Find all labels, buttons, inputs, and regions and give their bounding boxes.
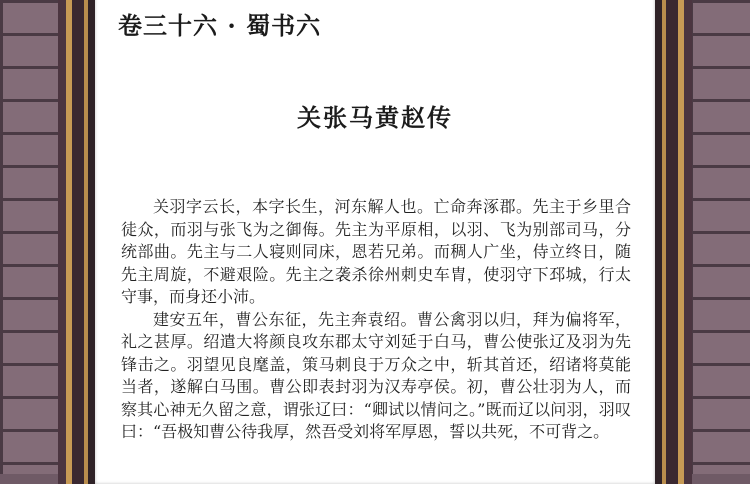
brick-wall-right: [690, 0, 750, 474]
paragraph: 建安五年，曹公东征，先主奔袁绍。曹公禽羽以归，拜为偏将军，礼之甚厚。绍遣大将颜良攻东郡太守刘延于白马，曹公使张辽及羽为先锋击之。羽望见良麾盖，策马刺良于万众之中，斩其首还，绍诸将莫能当者，遂解白马围。曹公即表封羽为汉寿亭侯。初，曹公壮羽为人，而察其心神无久留之意，谓张辽曰：“卿试以情问之。”既而辽以问羽，羽叹曰：“吾极知曹公待我厚，然吾受刘将军厚恩，誓以共死，不可背之。: [121, 309, 631, 441]
body-text: [121, 196, 631, 444]
brick-wall-left: [0, 0, 60, 474]
chapter-heading: 卷三十六 · 蜀书六: [118, 11, 322, 40]
paragraph: 关羽字云长，本字长生，河东解人也。亡命奔涿郡。先主于乡里合徒众，而羽与张飞为之御侮。先主为平原相，以羽、飞为别部司马，分统部曲。先主与二人寝则同床，恩若兄弟。而稠人广坐，侍立终日，随先主周旋，不避艰险。先主之袭杀徐州刺史车胄，使羽守下邳城，行太守事，而身还小沛。: [121, 197, 631, 306]
page-title: 关张马黄赵传: [297, 103, 453, 132]
